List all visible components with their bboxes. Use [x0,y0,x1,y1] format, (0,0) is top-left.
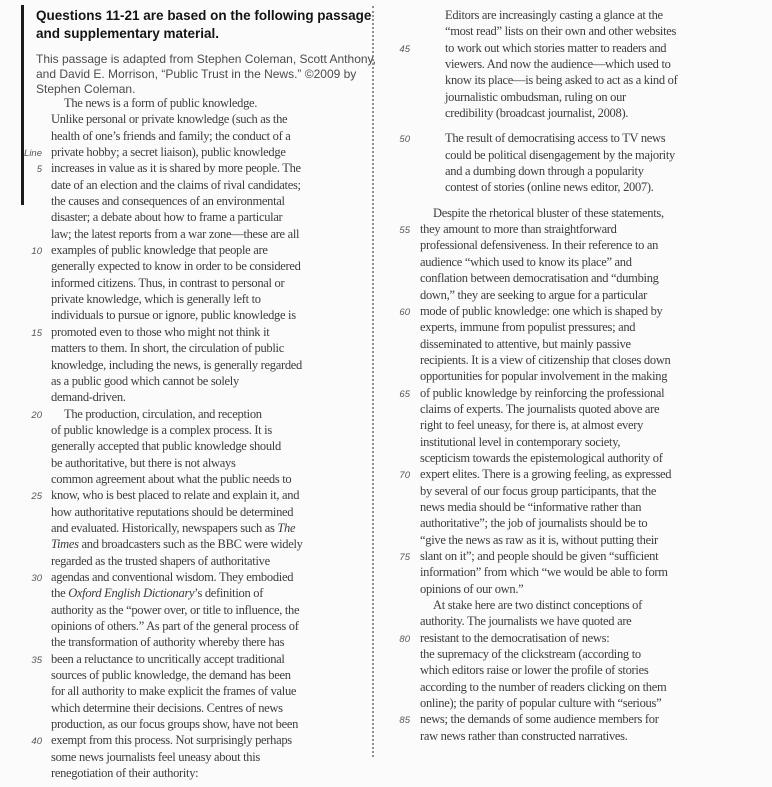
passage-line [22,227,367,243]
passage-line [22,439,367,455]
passage-line [22,178,367,194]
passage-line-text: Editors are increasingly casting a glance at the [445,8,663,22]
passage-line [22,129,367,145]
passage-line-text: the causes and consequences of an environmental [51,194,285,209]
passage-line-text: “most read” lists on their own and other websites [445,24,677,39]
directions-text: Questions 11-21 are based on the following passage and supplementary material. [36,8,372,41]
passage-line [390,222,768,238]
passage-line-text: news media should be “informative rather than [420,499,642,514]
passage-line-text: according to the number of readers clicking on them [420,679,667,694]
line-number: 45 [399,43,410,55]
passage-line [22,668,367,684]
passage-line-text: demand-driven. [51,390,126,405]
passage-line [22,292,367,308]
passage-line [22,161,367,177]
passage-line-text: law; the latest reports from a war zone—these are all [51,226,300,241]
passage-line [22,194,367,210]
passage-line-text: mode of public knowledge: one which is shaped by [420,303,663,318]
passage-line [390,288,768,304]
passage-line [22,521,367,537]
passage-line-text: been a reluctance to uncritically accept traditional [51,651,285,666]
passage-line-text: recipients. It is a view of citizenship that closes down [420,352,671,367]
passage-line [22,717,367,733]
passage-line-text: private hobby; a secret liaison), public knowledge [51,145,286,160]
passage-line [22,145,367,161]
passage-line-text: how authoritative reputations should be determined [51,504,294,519]
passage-line-text: resistant to the democratisation of news: [420,630,610,645]
passage-line [390,516,768,532]
passage-line [390,304,768,320]
passage-line-text: and evaluated. Historically, newspapers such as The [51,520,296,535]
passage-line-text: health of one’s friends and family; the conduct of a [51,128,291,143]
passage-line-text: matters to them. In short, the circulation of public [51,341,284,356]
passage-line [22,374,367,390]
passage-line [390,500,768,516]
passage-line-text: private knowledge, which is generally left to [51,292,261,307]
passage-line [390,8,768,24]
passage-line-text: and a dumbing down through a popularity [445,164,644,179]
passage-line-text: claims of experts. The journalists quoted above are [420,401,660,416]
passage-line [390,680,768,696]
line-number: 65 [399,388,410,400]
passage-line [22,210,367,226]
passage-line [390,418,768,434]
passage-line [390,353,768,369]
passage-line [22,407,367,423]
passage-line [22,308,367,324]
passage-line [390,369,768,385]
passage-line-text: institutional level in contemporary society, [420,434,621,449]
passage-line [22,390,367,406]
line-number: 20 [31,409,42,421]
passage-line [390,631,768,647]
line-number: 25 [31,491,42,503]
passage-line-text: renegotiation of their authority: [51,766,199,781]
passage-line-text: Despite the rhetorical bluster of these statements, [433,205,664,220]
passage-line-text: generally expected to know in order to be considered [51,259,301,274]
passage-line-text: contest of stories (online news editor, 2007). [445,180,654,195]
passage-line [22,276,367,292]
passage-line [390,41,768,57]
passage-line [22,488,367,504]
passage-line-text: experts, immune from populist pressures; and [420,320,636,335]
passage-line-text: The result of democratising access to TV news [445,131,666,146]
passage-line [390,271,768,287]
passage-line-text: disaster; a debate about how to frame a particular [51,210,283,225]
line-number: 55 [399,225,410,237]
passage-line-text: news; the demands of some audience members for [420,712,659,727]
passage-line-text: as a public good which cannot be solely [51,373,239,388]
passage-line-text: opinions of our own.” [420,581,524,596]
passage-line-text: individuals to pursue or ignore, public knowledge is [51,308,296,323]
passage-line-text: online); the parity of popular culture with “serious” [420,696,662,711]
passage-left-column [22,96,367,782]
passage-line [390,663,768,679]
passage-line [22,766,367,782]
passage-line [22,472,367,488]
passage-line-text: exempt from this process. Not surprisingly perhaps [51,733,292,748]
line-number: 70 [399,470,410,482]
line-number: 60 [399,306,410,318]
passage-line [390,484,768,500]
passage-line [22,733,367,749]
passage-line [22,603,367,619]
passage-line-text: authoritative”; the job of journalists should be to [420,516,648,531]
passage-line-text: scepticism towards the epistemological authority of [420,450,663,465]
passage-line [390,696,768,712]
passage-line [390,451,768,467]
passage-line-text: slant on it”; and people should be given “sufficient [420,549,659,563]
passage-line-text: agendas and conventional wisdom. They embodied [51,569,294,584]
passage-line [390,729,768,745]
passage-line-text: could be political disengagement by the majority [445,147,675,162]
passage-line-text: for all authority to make explicit the frames of value [51,684,297,699]
passage-line-text: promoted even to those who might not think it [51,324,270,339]
passage-line-text: right to feel uneasy, for there is, at almost every [420,418,644,433]
passage-line-text: common agreement about what the public needs to [51,471,292,486]
line-number: 40 [31,736,42,748]
passage-line-text: of public knowledge is a complex process. It is [51,422,272,437]
passage-line [390,647,768,663]
passage-line [390,614,768,630]
passage-line [390,148,768,164]
passage-line-text: credibility (broadcast journalist, 2008). [445,106,629,121]
passage-line [390,90,768,106]
passage-line-text: informed citizens. Thus, in contrast to personal or [51,275,285,290]
passage-line [22,505,367,521]
passage-line-text: they amount to more than straightforward [420,222,617,237]
passage-line-text: generally accepted that public knowledge should [51,439,281,454]
passage-line [22,701,367,717]
passage-line [22,96,367,112]
passage-line-text: examples of public knowledge that people are [51,243,268,258]
passage-line [22,554,367,570]
passage-line [390,582,768,598]
passage-line-text: be authoritative, but there is not always [51,455,236,470]
passage-line [22,652,367,668]
column-divider [372,6,374,757]
passage-line [390,73,768,89]
line-number: 15 [31,327,42,339]
passage-line [390,106,768,122]
line-number: Line [24,148,42,160]
passage-line-text: increases in value as it is shared by more people. The [51,161,301,176]
passage-line-text: down,” they are seeking to argue for a particular [420,287,647,302]
passage-line [390,598,768,614]
passage-line [390,255,768,271]
passage-line-text: conflation between democratisation and “dumbing [420,271,659,286]
passage-line-text: Times and broadcasters such as the BBC were widely [51,537,303,552]
passage-line [390,320,768,336]
passage-line [22,341,367,357]
line-number: 10 [31,246,42,258]
passage-line [390,467,768,483]
passage-line-text: know its place—is being asked to act as a kind of [445,73,678,88]
passage-line [22,112,367,128]
passage-line-text: At stake here are two distinct conceptions of [433,598,642,613]
passage-line-text: information” from which “we would be able to form [420,565,668,580]
passage-line [390,206,768,222]
passage-line-text: know, who is best placed to relate and explain it, and [51,488,300,503]
passage-line [22,423,367,439]
passage-line-text: the Oxford English Dictionary’s definition of [51,586,264,601]
passage-line [390,238,768,254]
passage-line-text: production, as our focus groups show, have not been [51,717,299,732]
passage-line-text: audience “which used to know its place” and [420,254,632,269]
line-number: 75 [399,552,410,563]
passage-line-text: of public knowledge by reinforcing the professional [420,385,665,400]
line-number: 35 [31,654,42,666]
passage-line [390,435,768,451]
passage-line [22,456,367,472]
passage-line-text: disseminated to attentive, but mainly passive [420,336,631,351]
passage-line-text: the supremacy of the clickstream (according to [420,647,641,662]
passage-line [22,537,367,553]
passage-line-text: the transformation of authority whereby there has [51,635,285,650]
passage-line-text: which determine their decisions. Centres of news [51,700,283,715]
passage-line-text: viewers. And now the audience—which used to [445,57,671,72]
line-number: 5 [36,164,42,176]
passage-line-text: “give the news as raw as it is, without putting their [420,532,658,547]
passage-line-text: which editors raise or lower the profile of stories [420,663,649,678]
passage-line-text: journalistic ombudsman, ruling on our [445,89,626,104]
passage-line [390,402,768,418]
passage-line [22,325,367,341]
passage-line-text: Unlike personal or private knowledge (such as the [51,112,288,127]
passage-line-text: knowledge, including the news, is generally regarded [51,357,302,372]
line-number: 50 [399,134,410,146]
passage-line [22,750,367,766]
passage-line-text: expert elites. There is a growing feeling, as expressed [420,467,672,482]
line-number: 85 [399,715,410,727]
passage-line-text: by several of our focus group participants, that the [420,483,657,498]
passage-line [22,684,367,700]
passage-line [22,259,367,275]
passage-line [390,164,768,180]
passage-line-text: raw news rather than constructed narratives. [420,728,628,743]
passage-line [390,565,768,581]
passage-line-text: opportunities for popular involvement in the making [420,369,668,384]
passage-line [390,533,768,549]
passage-line-text: opinions of others.” As part of the general process of [51,619,299,633]
source-attribution: This passage is adapted from Stephen Coleman, Scott Anthony, and David E. Morrison, “Public Trust in the News.” ©2009 by Stephen Coleman. [36,52,376,97]
line-number: 80 [399,633,410,645]
passage-line [390,131,768,147]
passage-line-text: The news is a form of public knowledge. [64,96,258,110]
passage-line-text: date of an election and the claims of rival candidates; [51,177,301,192]
passage-line-text: to work out which stories matter to readers and [445,40,667,55]
passage-line [390,712,768,728]
passage-right-column [390,8,768,745]
passage-line-text: regarded as the trusted shapers of authoritative [51,553,270,568]
passage-line [390,57,768,73]
passage-line [22,570,367,586]
passage-line [22,635,367,651]
passage-line-text: authority as the “power over, or title to influence, the [51,602,300,617]
passage-line [22,243,367,259]
passage-line-text: The production, circulation, and reception [64,406,262,421]
passage-line [390,549,768,565]
passage-line [390,24,768,40]
passage-header [36,7,376,98]
passage-line [22,358,367,374]
passage-line [390,180,768,196]
passage-line [22,586,367,602]
passage-line [390,386,768,402]
passage-line [390,337,768,353]
passage-line-text: authority. The journalists we have quoted are [420,614,632,629]
passage-line [22,619,367,635]
passage-line-text: some news journalists feel uneasy about this [51,749,260,764]
line-number: 30 [31,572,42,584]
passage-line-text: professional defensiveness. In their reference to an [420,238,659,253]
passage-line-text: sources of public knowledge, the demand has been [51,668,291,683]
